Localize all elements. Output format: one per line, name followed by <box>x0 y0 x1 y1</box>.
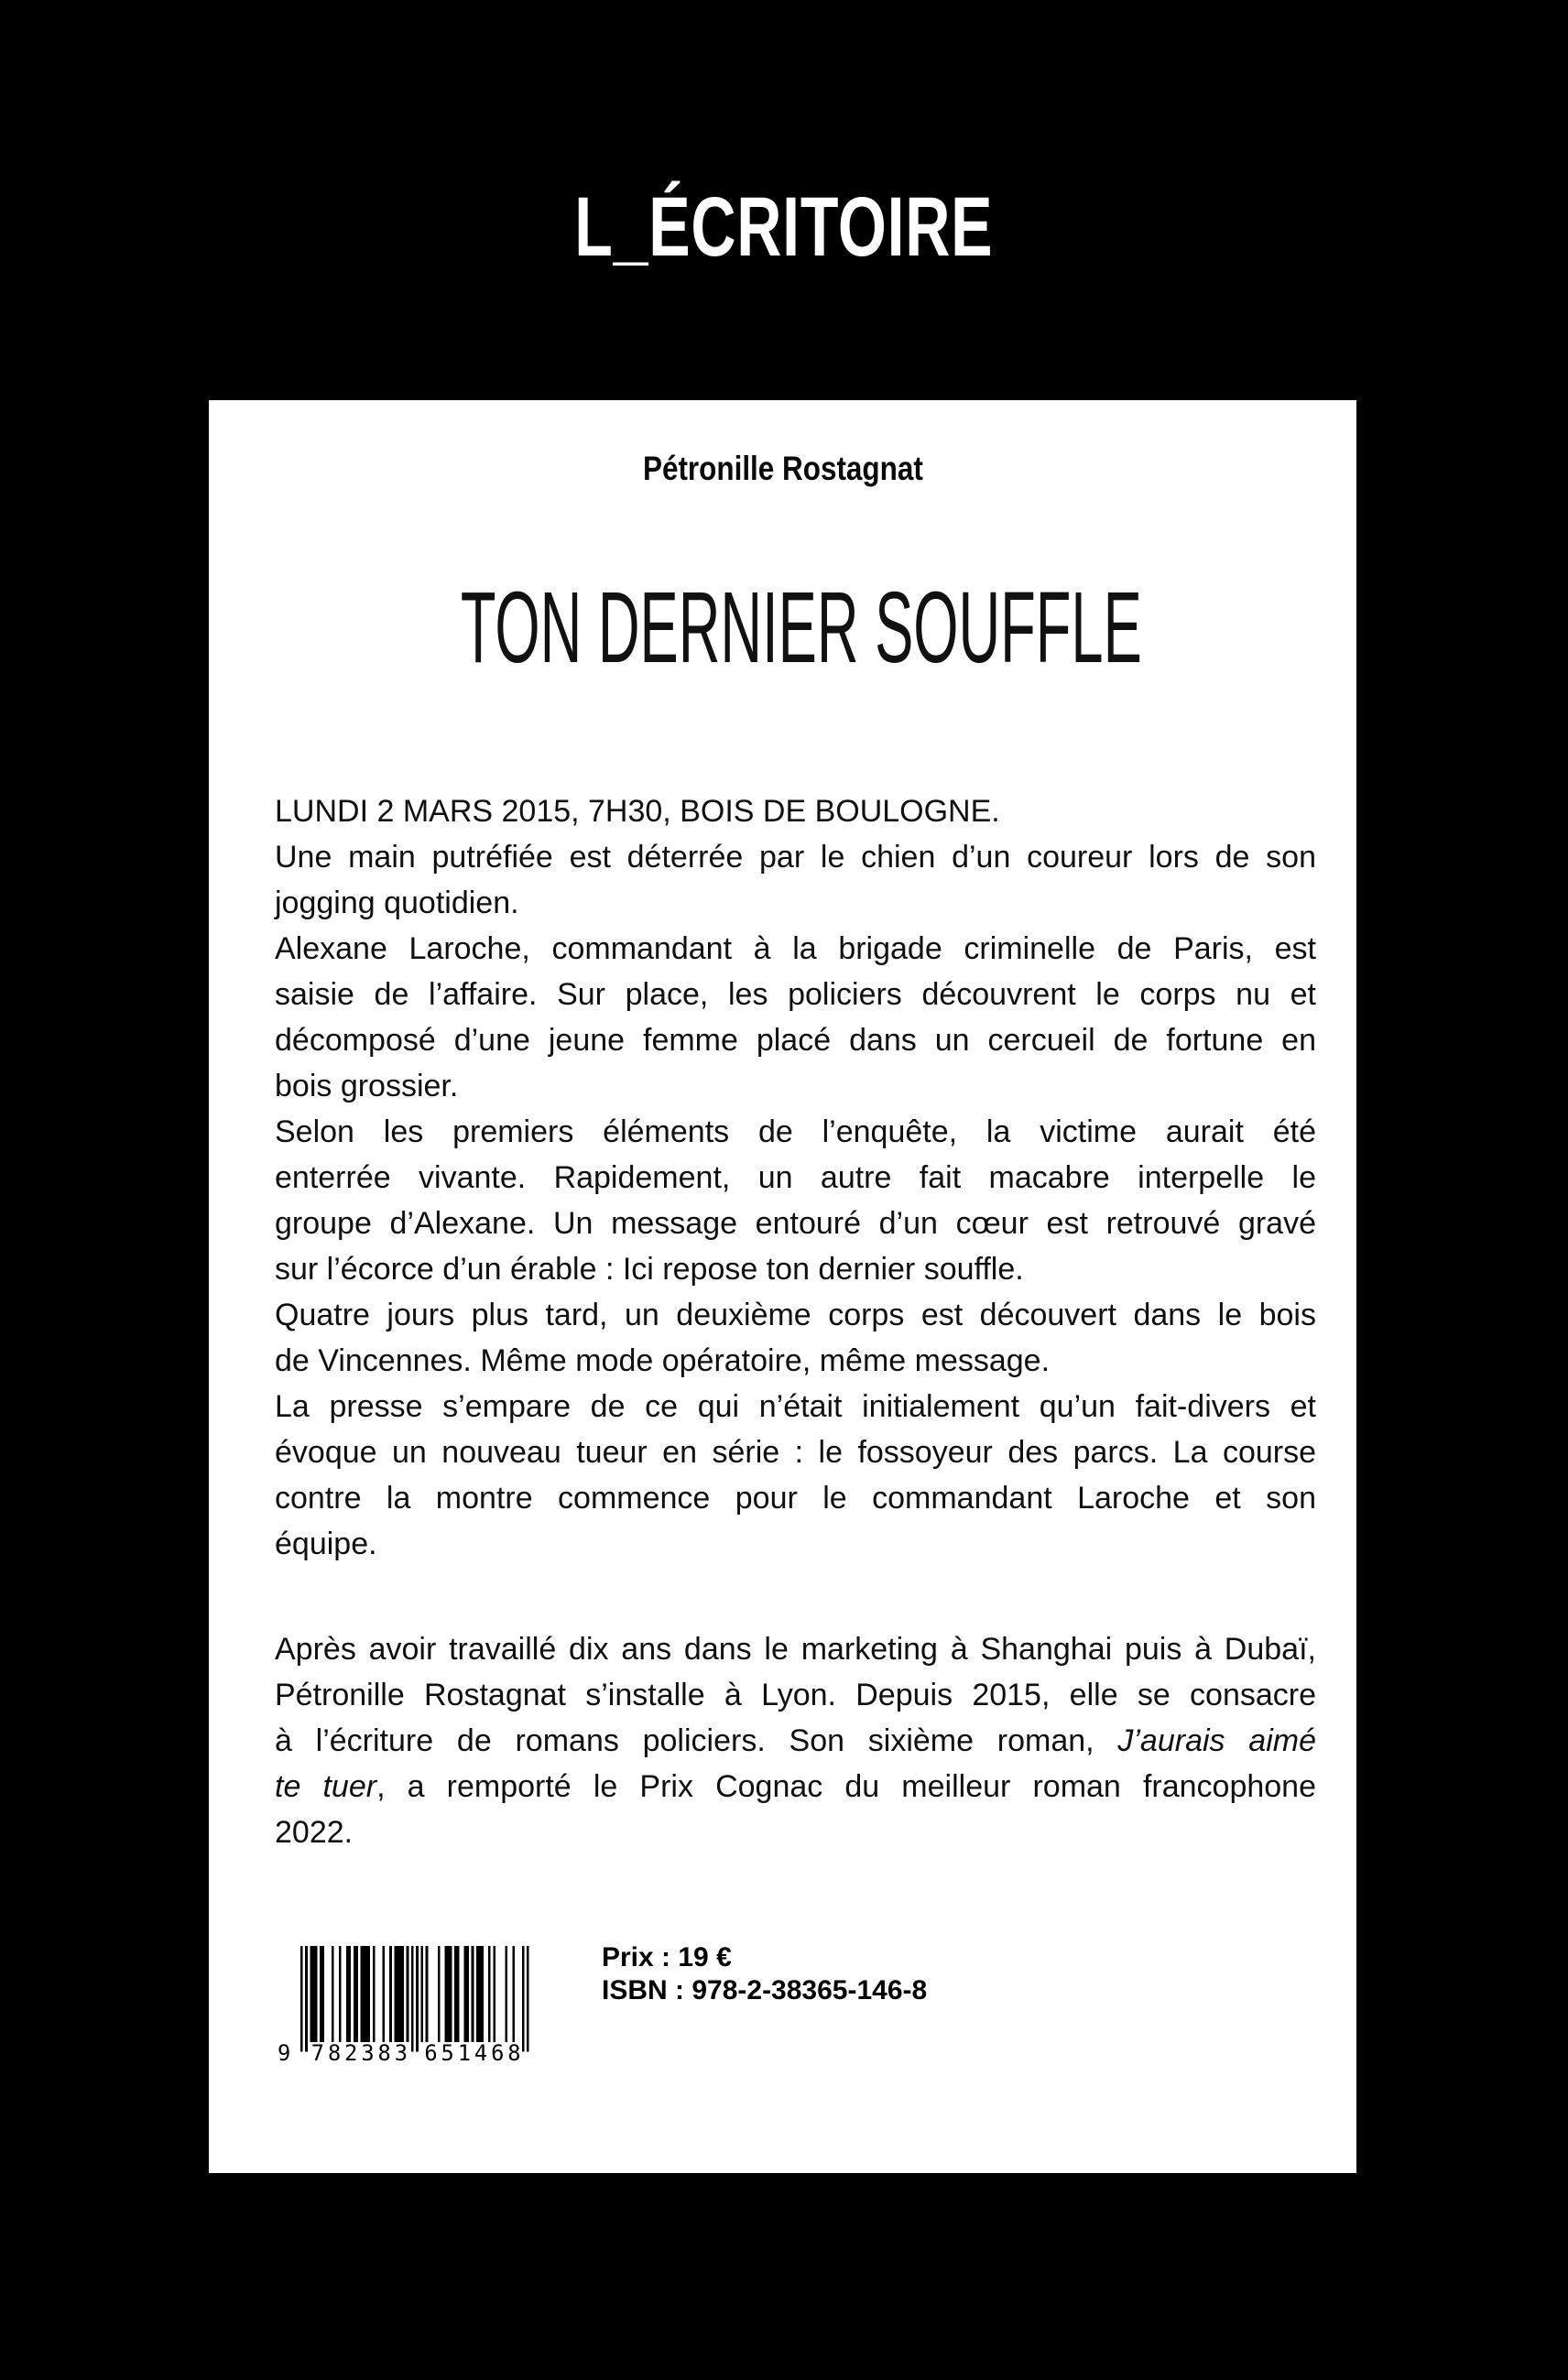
synopsis-line: Selon les premiers éléments de l’enquête, la victime aurait été <box>275 1114 1316 1149</box>
synopsis-line: saisie de l’affaire. Sur place, les policiers découvrent le corps nu et <box>275 977 1316 1012</box>
synopsis-line: équipe. <box>275 1527 377 1561</box>
title-row <box>209 571 1356 684</box>
svg-text:782383: 782383 <box>310 2039 408 2062</box>
publisher-logo-row <box>0 181 1568 273</box>
ean13-barcode <box>274 1946 534 2061</box>
synopsis-line: Quatre jours plus tard, un deuxième corps est découvert dans le bois <box>275 1298 1316 1332</box>
synopsis-line: Une main putréfiée est déterrée par le chien d’un coureur lors de son <box>275 840 1316 875</box>
synopsis-line: bois grossier. <box>275 1069 459 1103</box>
pricing-block <box>602 1941 927 2007</box>
bio-line: 2022. <box>275 1815 354 1850</box>
publisher-logo: L_ÉCRITOIRE <box>574 180 994 274</box>
author-bio <box>275 1626 1316 1855</box>
book-title: TON DERNIER SOUFFLE <box>460 571 1142 684</box>
synopsis-line: enterrée vivante. Rapidement, un autre fait macabre interpelle le <box>275 1160 1316 1195</box>
bio-line <box>275 1764 1316 1809</box>
synopsis <box>275 788 1316 1567</box>
synopsis-line: évoque un nouveau tueur en série : le fossoyeur des parcs. La course <box>275 1435 1316 1470</box>
bio-book-ref: J’aurais aimé <box>1117 1723 1316 1758</box>
synopsis-heading: LUNDI 2 MARS 2015, 7H30, BOIS DE BOULOGNE. <box>275 794 1000 829</box>
bio-line <box>275 1718 1316 1764</box>
svg-text:651468: 651468 <box>424 2039 521 2062</box>
synopsis-line: décomposé d’une jeune femme placé dans un cercueil de fortune en <box>275 1023 1316 1058</box>
back-cover-panel <box>209 400 1356 2173</box>
synopsis-line: groupe d’Alexane. Un message entouré d’un cœur est retrouvé gravé <box>275 1206 1316 1241</box>
author-name: Pétronille Rostagnat <box>642 450 923 487</box>
bio-text: à l’écriture de romans policiers. Son sixième roman, <box>275 1723 1118 1758</box>
price-label: Prix : 19 € <box>602 1942 732 1972</box>
synopsis-line: Alexane Laroche, commandant à la brigade criminelle de Paris, est <box>275 931 1316 966</box>
synopsis-line: contre la montre commence pour le commandant Laroche et son <box>275 1481 1316 1516</box>
svg-text:9: 9 <box>277 2039 291 2062</box>
bio-line: Après avoir travaillé dix ans dans le marketing à Shanghai puis à Dubaï, <box>275 1632 1316 1667</box>
bio-book-ref: te tuer <box>275 1769 377 1804</box>
bio-text: , a remporté le Prix Cognac du meilleur roman francophone <box>376 1769 1316 1804</box>
author-row <box>209 448 1356 490</box>
bio-line: Pétronille Rostagnat s’installe à Lyon. Depuis 2015, elle se consacre <box>275 1678 1316 1712</box>
ean13-barcode-svg <box>274 1946 534 2061</box>
synopsis-line: La presse s’empare de ce qui n’était initialement qu’un fait-divers et <box>275 1389 1316 1424</box>
synopsis-line: sur l’écorce d’un érable : Ici repose ton dernier souffle. <box>275 1252 1024 1287</box>
synopsis-line: jogging quotidien. <box>275 886 519 920</box>
synopsis-line: de Vincennes. Même mode opératoire, même message. <box>275 1343 1051 1378</box>
isbn-label: ISBN : 978-2-38365-146-8 <box>602 1975 928 2005</box>
